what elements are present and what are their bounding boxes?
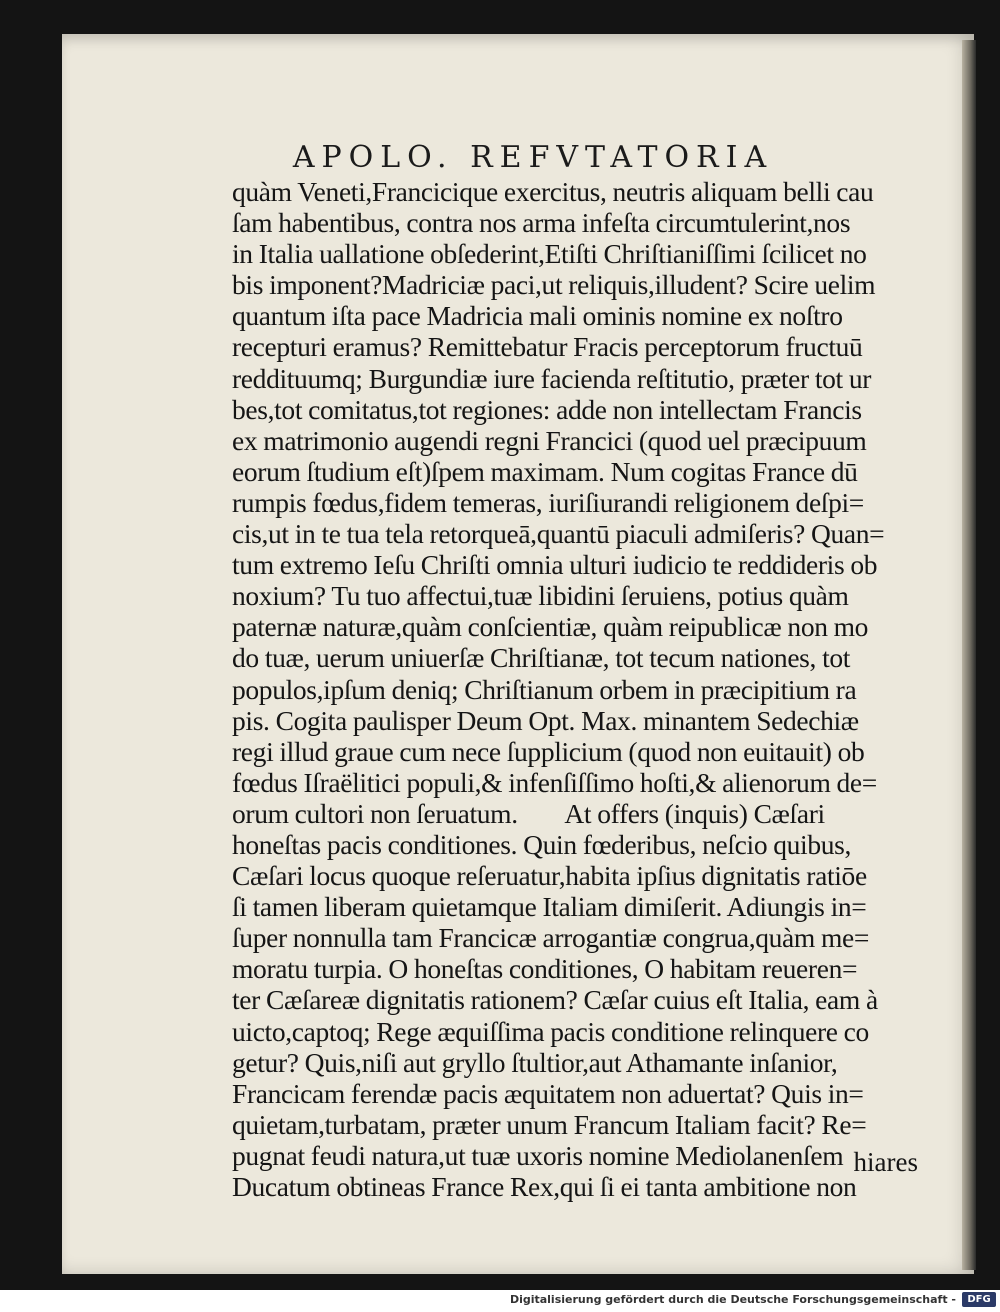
text-line: orum cultori non ſeruatum. At offers (inquis) Cæſari — [232, 797, 825, 829]
text-line: populos,ipſum deniq; Chriſtianum orbem in præcipitium ra — [232, 673, 857, 705]
text-line: pugnat feudi natura,ut tuæ uxoris nomine Mediolanenſem — [232, 1139, 844, 1171]
text-line: bes,tot comitatus,tot regiones: adde non intellectam Francis — [232, 393, 862, 425]
text-line: ſam habentibus, contra nos arma infeſta circumtulerint,nos — [232, 207, 851, 239]
text-line: moratu turpia. O honeſtas conditiones, O habitam reueren= — [232, 953, 858, 985]
catchword: hiares — [853, 1147, 918, 1177]
text-line: honeſtas pacis conditiones. Quin fœderibus, neſcio quibus, — [232, 828, 852, 860]
dfg-logo: DFG — [962, 1292, 996, 1307]
text-line: Ducatum obtineas France Rex,qui ſi ei tanta ambitione non — [232, 1171, 857, 1202]
running-head: APOLO. REFVTATORIA — [292, 140, 774, 175]
text-line: regi illud graue cum nece ſupplicium (quod non euitauit) ob — [232, 735, 865, 767]
text-line: noxium? Tu tuo affectui,tuæ libidini ſeruiens, potius quàm — [232, 580, 849, 612]
text-line: ex matrimonio augendi regni Francici (quod uel præcipuum — [232, 424, 867, 456]
text-line: quàm Veneti,Francicique exercitus, neutris aliquam belli cau — [232, 176, 874, 207]
footer-bar — [0, 1290, 1000, 1312]
text-line: in Italia uallatione obſederint,Etiſti Chriſtianiſſimi ſcilicet no — [232, 238, 867, 270]
text-line: ter Cæſareæ dignitatis rationem? Cæſar cuius eſt Italia, eam à — [232, 984, 878, 1016]
text-line: eorum ſtudium eſt)ſpem maximam. Num cogitas France dū — [232, 455, 858, 487]
page-edge-shadow — [962, 40, 976, 1270]
text-line: fœdus Iſraëlitici populi,& infenſiſſimo hoſti,& alienorum de= — [232, 766, 877, 798]
text-line: Cæſari locus quoque reſeruatur,habita ipſius dignitatis ratiōe — [232, 860, 867, 892]
text-line: bis imponent?Madriciæ paci,ut reliquis,illudent? Scire uelim — [232, 269, 876, 301]
text-line: cis,ut in te tua tela retorqueā,quantū piaculi admiſeris? Quan= — [232, 518, 885, 550]
text-line: paternæ naturæ,quàm conſcientiæ, quàm reipublicæ non mo — [232, 611, 869, 643]
body-text — [232, 176, 932, 1202]
text-line: quietam,turbatam, præter unum Francum Italiam facit? Re= — [232, 1108, 867, 1140]
text-line: tum extremo Ieſu Chriſti omnia ulturi iudicio te reddideris ob — [232, 549, 878, 581]
text-line: quantum iſta pace Madricia mali ominis nomine ex noſtro — [232, 300, 843, 332]
text-line: reddituumq; Burgundiæ iure facienda reſtitutio, præter tot ur — [232, 362, 872, 394]
text-line: uicto,captoq; Rege æquiſſima pacis conditione relinquere co — [232, 1015, 869, 1047]
text-line: getur? Quis,niſi aut gryllo ſtultior,aut Athamante inſanior, — [232, 1046, 838, 1078]
text-line: ſi tamen liberam quietamque Italiam dimiſerit. Adiungis in= — [232, 891, 867, 923]
funding-credit: Digitalisierung gefördert durch die Deutsche Forschungsgemeinschaft - — [509, 1293, 956, 1306]
text-line: rumpis fœdus,fidem temeras, iuriſiurandi religionem deſpi= — [232, 486, 864, 518]
text-line: pis. Cogita paulisper Deum Opt. Max. minantem Sedechiæ — [232, 704, 859, 736]
text-line: Francicam ferendæ pacis æquitatem non aduertat? Quis in= — [232, 1077, 864, 1109]
text-line: ſuper nonnulla tam Francicæ arrogantiæ congrua,quàm me= — [232, 922, 870, 954]
text-line: do tuæ, uerum uniuerſæ Chriſtianæ, tot tecum nationes, tot — [232, 642, 851, 674]
text-line: recepturi eramus? Remittebatur Fracis perceptorum fructuū — [232, 331, 863, 363]
